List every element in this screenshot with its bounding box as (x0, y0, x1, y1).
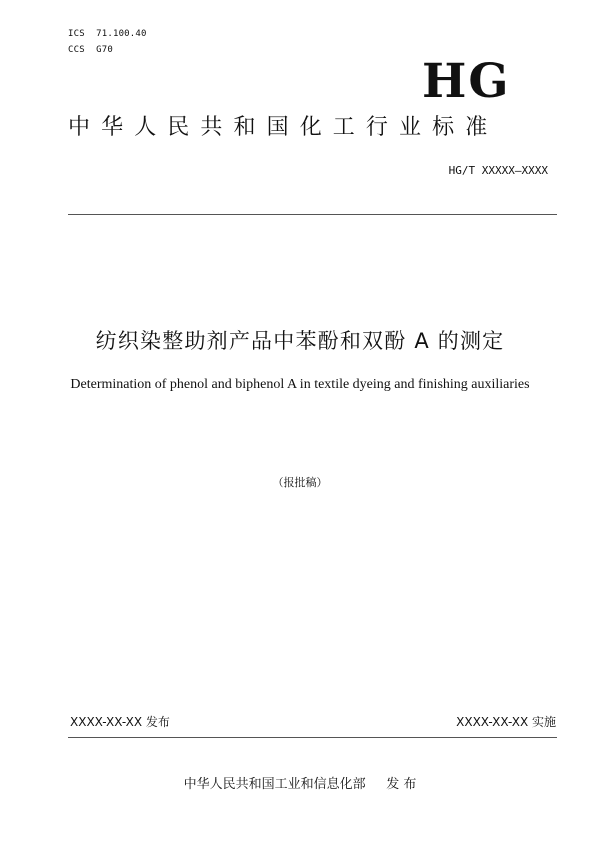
document-title-english: Determination of phenol and biphenol A in textile dyeing and finishing auxiliaries (70, 377, 530, 392)
standard-number: HG/T XXXXX—XXXX (448, 164, 548, 177)
document-title-chinese: 纺织染整助剂产品中苯酚和双酚 A 的测定 (95, 329, 505, 353)
ccs-code: CCS G70 (68, 45, 113, 55)
implementation-date: XXXX-XX-XX 实施 (456, 715, 556, 729)
publisher: 中华人民共和国工业和信息化部 发 布 (183, 777, 417, 792)
ics-code: ICS 71.100.40 (68, 29, 147, 39)
draft-status: （报批稿） (272, 476, 328, 489)
issue-date: XXXX-XX-XX 发布 (70, 715, 170, 729)
standard-category-heading: 中华人民共和国化工行业标准 (68, 115, 499, 140)
top-divider (68, 214, 557, 215)
hg-logo: HG (422, 54, 511, 109)
bottom-divider (68, 737, 557, 738)
